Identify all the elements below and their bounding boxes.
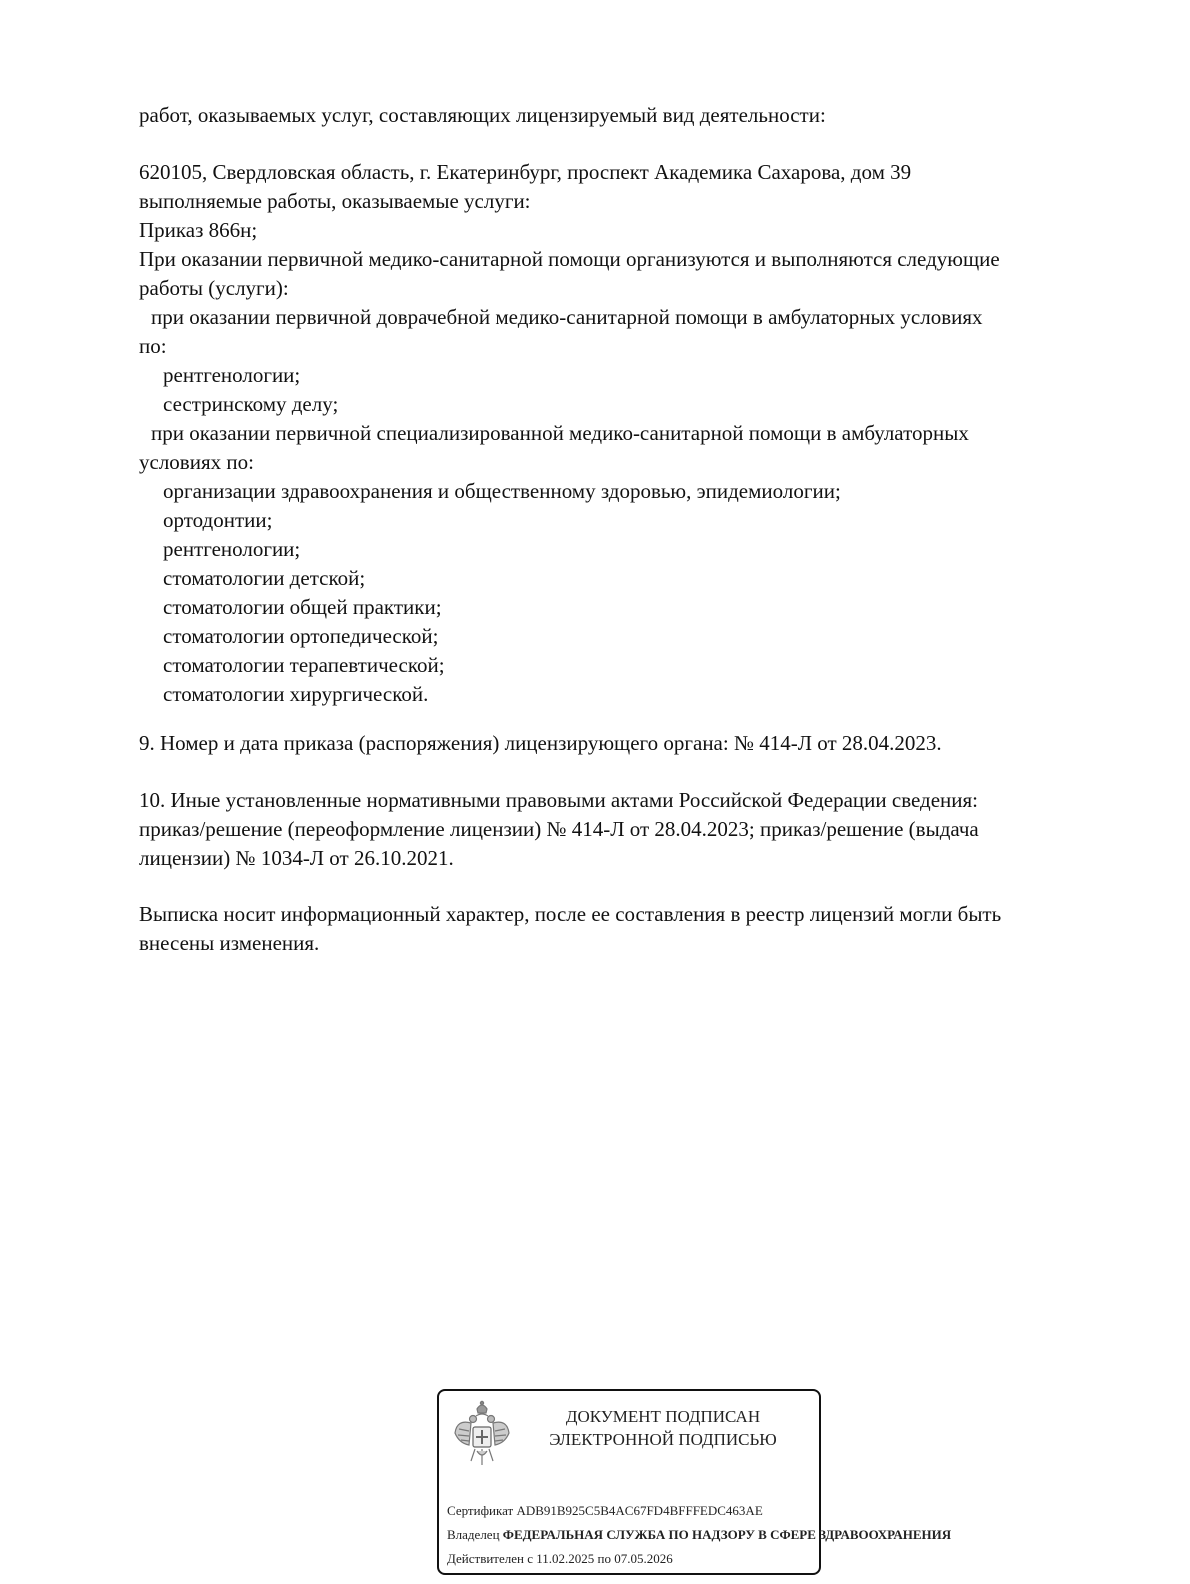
intro-section <box>139 101 1129 130</box>
intro-line: работ, оказываемых услуг, составляющих лицензируемый вид деятельности: <box>139 103 826 127</box>
disclaimer-line: Выписка носит информационный характер, после ее составления в реестр лицензий могли быть <box>139 902 1002 926</box>
list-item: стоматологии хирургической. <box>163 682 429 706</box>
list-item: ортодонтии; <box>163 508 273 532</box>
section-10 <box>139 786 1129 873</box>
prehospital-heading-cont: по: <box>139 334 167 358</box>
owner-label: Владелец <box>447 1527 500 1542</box>
other-info-line: лицензии) № 1034-Л от 26.10.2021. <box>139 846 454 870</box>
list-item: организации здравоохранения и общественному здоровью, эпидемиологии; <box>163 479 841 503</box>
specialized-heading-cont: условиях по: <box>139 450 254 474</box>
stamp-title-line: ДОКУМЕНТ ПОДПИСАН <box>565 1407 761 1426</box>
order-number-date: 9. Номер и дата приказа (распоряжения) лицензирующего органа: № 414-Л от 28.04.2023. <box>139 731 942 755</box>
primary-care-heading: При оказании первичной медико-санитарной помощи организуются и выполняются следующие <box>139 247 1000 271</box>
certificate-line <box>447 1503 763 1519</box>
double-headed-eagle-emblem-icon <box>451 1399 513 1469</box>
list-item: стоматологии детской; <box>163 566 366 590</box>
list-item: рентгенологии; <box>163 537 301 561</box>
validity-line: Действителен с 11.02.2025 по 07.05.2026 <box>447 1551 673 1566</box>
certificate-value: ADB91B925C5B4AC67FD4BFFFEDC463AE <box>516 1503 763 1518</box>
primary-care-heading-cont: работы (услуги): <box>139 276 289 300</box>
owner-line <box>447 1527 951 1543</box>
disclaimer <box>139 900 1129 958</box>
other-info-heading: 10. Иные установленные нормативными правовыми актами Российской Федерации сведения: <box>139 788 979 812</box>
address: 620105, Свердловская область, г. Екатеринбург, проспект Академика Сахарова, дом 39 <box>139 160 912 184</box>
stamp-title-line: ЭЛЕКТРОННОЙ ПОДПИСЬЮ <box>549 1430 777 1449</box>
other-info-line: приказ/решение (переоформление лицензии) № 414-Л от 28.04.2023; приказ/решение (выдача <box>139 817 979 841</box>
order-reference: Приказ 866н; <box>139 218 258 242</box>
electronic-signature-stamp <box>437 1389 952 1575</box>
prehospital-heading: при оказании первичной доврачебной медико-санитарной помощи в амбулаторных условиях <box>151 305 983 329</box>
owner-value: ФЕДЕРАЛЬНАЯ СЛУЖБА ПО НАДЗОРУ В СФЕРЕ ЗДРАВООХРАНЕНИЯ <box>502 1527 952 1542</box>
list-item: стоматологии общей практики; <box>163 595 442 619</box>
address-section <box>139 158 1129 709</box>
section-9 <box>139 729 1129 758</box>
specialized-heading: при оказании первичной специализированной медико-санитарной помощи в амбулаторных <box>151 421 969 445</box>
stamp-title <box>527 1405 799 1451</box>
certificate-label: Сертификат <box>447 1503 514 1518</box>
works-label: выполняемые работы, оказываемые услуги: <box>139 189 531 213</box>
list-item: стоматологии терапевтической; <box>163 653 445 677</box>
disclaimer-line: внесены изменения. <box>139 931 320 955</box>
list-item: стоматологии ортопедической; <box>163 624 439 648</box>
list-item: сестринскому делу; <box>163 392 339 416</box>
list-item: рентгенологии; <box>163 363 301 387</box>
